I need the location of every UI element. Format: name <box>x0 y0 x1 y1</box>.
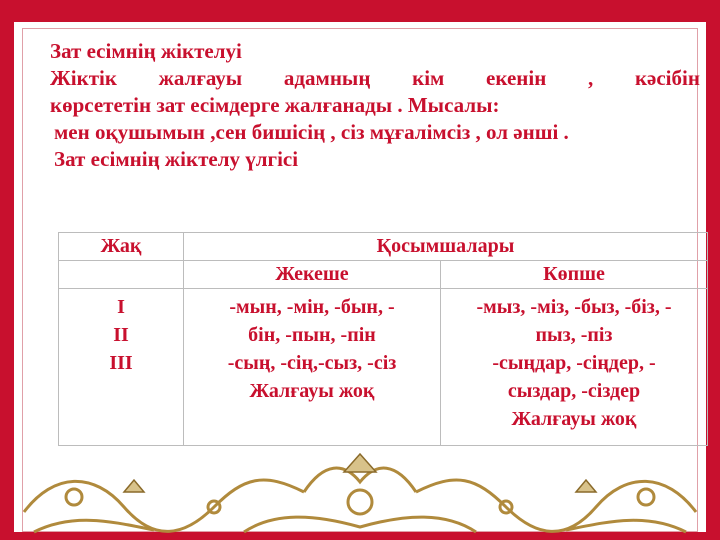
header-suffixes: Қосымшалары <box>184 233 708 261</box>
plural-cell <box>441 289 708 446</box>
header-plural: Көпше <box>441 261 708 289</box>
word: , <box>588 66 594 90</box>
paragraph-line-1 <box>50 65 700 92</box>
plural-line: -сыңдар, -сіңдер, - <box>492 352 656 374</box>
singular-cell <box>184 289 441 446</box>
table-row <box>59 261 708 289</box>
header-singular: Жекеше <box>184 261 441 289</box>
suffix-table <box>58 232 708 446</box>
empty-cell <box>59 261 184 289</box>
word: адамның <box>283 66 371 90</box>
singular-line: -мын, -мін, -бын, - <box>229 296 395 318</box>
header-person: Жақ <box>59 233 184 261</box>
paragraph-line-2: көрсететін зат есімдерге жалғанады . Мысалы: <box>50 93 500 117</box>
paragraph-line-4: Зат есімнің жіктелу үлгісі <box>54 147 299 171</box>
slide-text <box>50 38 700 173</box>
word: Жіктік <box>50 66 117 90</box>
person-1: I <box>117 296 125 318</box>
word: жалғауы <box>158 66 243 90</box>
plural-line: пыз, -піз <box>535 324 613 346</box>
ornament-border-icon <box>14 452 706 540</box>
frame-top-border <box>0 0 720 22</box>
person-2: II <box>113 324 129 346</box>
word: кім <box>412 66 445 90</box>
slide-heading: Зат есімнің жіктелуі <box>50 39 242 63</box>
frame-left-border <box>0 0 14 540</box>
plural-line: -мыз, -міз, -быз, -біз, - <box>476 296 672 318</box>
plural-line: Жалғауы жоқ <box>511 408 637 430</box>
paragraph-line-3: мен оқушымын ,сен бишісің , сіз мұғалімсіз , ол әнші . <box>54 120 569 144</box>
person-3: III <box>109 352 133 374</box>
frame-right-border <box>706 0 720 540</box>
word: кәсібін <box>634 66 700 90</box>
singular-line: -сың, -сің,-сыз, -сіз <box>227 352 397 374</box>
table-row <box>59 289 708 446</box>
plural-line: сыздар, -сіздер <box>507 380 641 402</box>
table-row <box>59 233 708 261</box>
singular-line: бін, -пын, -пін <box>248 324 376 346</box>
word: екенін <box>486 66 547 90</box>
persons-cell <box>59 289 184 446</box>
singular-line: Жалғауы жоқ <box>249 380 375 402</box>
